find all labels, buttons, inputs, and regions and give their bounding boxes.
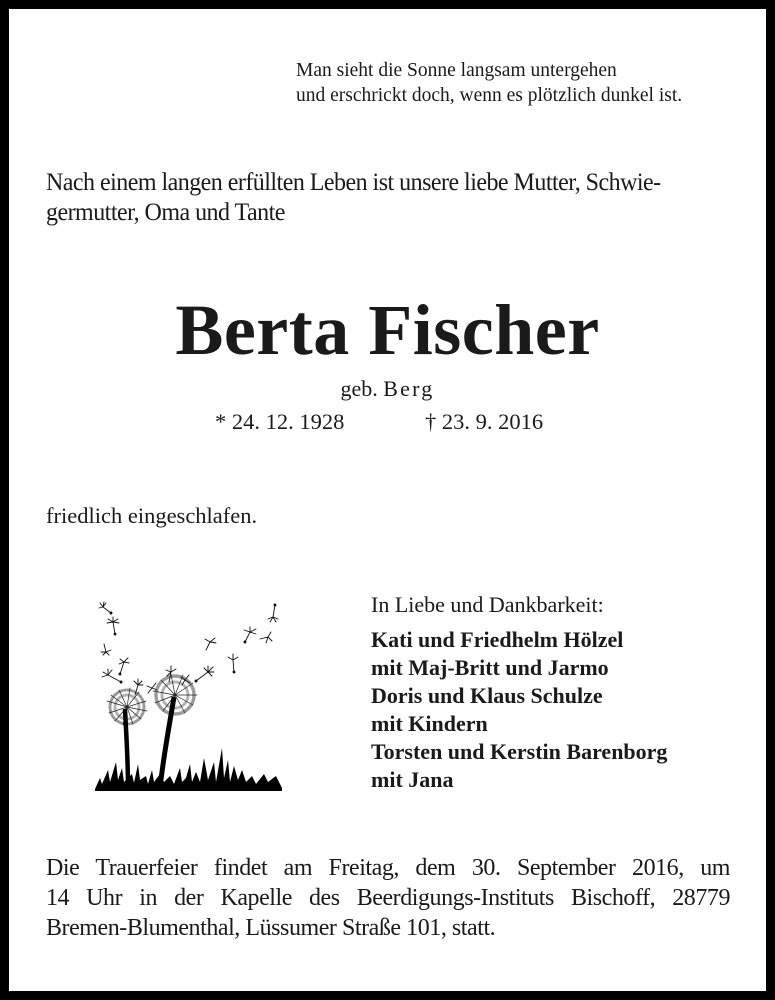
mourner-line: Kati und Friedhelm Hölzel bbox=[371, 627, 624, 652]
mourners-heading: In Liebe und Dankbarkeit: bbox=[371, 592, 604, 617]
intro-line: Nach einem langen erfüllten Leben ist unsere liebe Mutter, Schwie- bbox=[46, 169, 661, 196]
mourner-line: Doris und Klaus Schulze bbox=[371, 683, 603, 708]
mourner-line: mit Maj-Britt und Jarmo bbox=[371, 655, 609, 680]
motto-line: und erschrickt doch, wenn es plötzlich dunkel ist. bbox=[296, 85, 683, 106]
birth-date: * 24. 12. 1928 bbox=[215, 409, 345, 434]
funeral-line: 14 Uhr in der Kapelle des Beerdigungs-Instituts Bischoff, 28779 bbox=[46, 885, 730, 911]
mourners-list bbox=[371, 626, 667, 794]
intro-line: germutter, Oma und Tante bbox=[46, 199, 285, 226]
motto-quote bbox=[296, 58, 682, 108]
mourner-line: mit Kindern bbox=[371, 711, 488, 736]
maiden-name bbox=[0, 375, 775, 403]
passed-text: friedlich eingeschlafen. bbox=[46, 503, 258, 528]
funeral-line: Bremen-Blumenthal, Lüssumer Straße 101, statt. bbox=[46, 915, 496, 941]
mourner-line: mit Jana bbox=[371, 767, 454, 792]
intro-text bbox=[46, 168, 708, 228]
death-date: † 23. 9. 2016 bbox=[425, 409, 544, 434]
dandelion-illustration-icon bbox=[88, 592, 288, 797]
motto-line: Man sieht die Sonne langsam untergehen bbox=[296, 60, 617, 81]
funeral-line: Die Trauerfeier findet am Freitag, dem 30. September 2016, um bbox=[46, 855, 730, 881]
deceased-name: Berta Fischer bbox=[175, 290, 600, 370]
maiden-surname: Berg bbox=[383, 376, 435, 401]
funeral-notice bbox=[46, 853, 730, 943]
maiden-prefix: geb. bbox=[340, 376, 378, 401]
mourner-line: Torsten und Kerstin Barenborg bbox=[371, 739, 668, 764]
